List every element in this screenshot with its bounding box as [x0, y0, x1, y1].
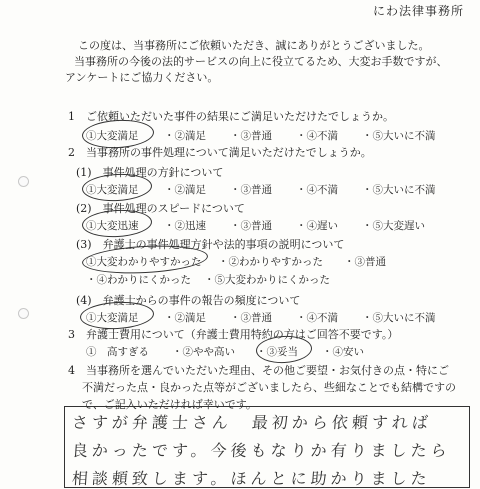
option[interactable]: ・⑤大いに不満 [362, 130, 436, 142]
question-4-line: で、ご記入いただければ幸いです。 [82, 398, 257, 411]
option[interactable]: ・②満足 [164, 184, 206, 196]
option[interactable]: ・②やや高い [172, 346, 235, 358]
option[interactable]: ・④不満 [296, 184, 338, 196]
option[interactable]: ・③普通 [230, 130, 272, 142]
firm-name: にわ法律事務所 [372, 4, 464, 18]
question-4-line: 4 当事務所を選んでいただいた理由、その他ご要望・お気付きの点・特にご [68, 364, 449, 377]
question-2-2: (2) 事件処理のスピードについて [76, 202, 245, 215]
question-3: 3 弁護士費用について（弁護士費用特約の方はご回答不要です。） [68, 328, 399, 341]
question-2: 2 当事務所の事件処理について満足いただけたでしょうか。 [68, 146, 372, 159]
option[interactable]: ・③普通 [230, 312, 272, 324]
option[interactable]: ・③普通 [344, 256, 386, 268]
option[interactable]: ①大変迅速 [86, 220, 139, 232]
option[interactable]: ・⑤大変遅い [362, 220, 425, 232]
handwritten-line: 良かったです。今後もなりか有りましたら [71, 441, 452, 460]
option[interactable]: ・③普通 [230, 220, 272, 232]
option[interactable]: ・⑤大変わかりにくかった [204, 274, 330, 286]
intro-text [65, 38, 448, 86]
option[interactable]: ・④不満 [296, 312, 338, 324]
option[interactable]: ・④遅い [296, 220, 338, 232]
binder-hole [18, 176, 29, 187]
intro-line: アンケートにご協力ください。 [65, 71, 219, 84]
option[interactable]: ・④わかりにくかった [86, 274, 191, 286]
option[interactable]: ① 高すぎる [86, 346, 149, 358]
intro-line: この度は、当事務所にご依頼いただき、誠にありがとうございました。 [78, 39, 430, 52]
option[interactable]: ①大変満足 [86, 312, 139, 324]
binder-hole [18, 308, 29, 319]
handwritten-line: さすが弁護士さん 最初から依頼すれば [71, 413, 433, 432]
option[interactable]: ①大変わかりやすかった [86, 256, 202, 268]
option[interactable]: ・③普通 [230, 184, 272, 196]
option[interactable]: ・③妥当 [256, 346, 298, 358]
intro-line: 当事務所の今後の法的サービスの向上に役立てるため、大変お手数ですが、 [74, 55, 448, 68]
question-4-line: 不満だった点・良かった点等がございましたら、些細なことでも結構ですの [82, 381, 456, 394]
handwritten-line: 相談頼致します。ほんとに助かりました [71, 469, 432, 488]
question-1: 1 ご依頼いただいた事件の結果にご満足いただけたでしょうか。 [68, 110, 394, 123]
option[interactable]: ・④不満 [296, 130, 338, 142]
option[interactable]: ・②迅速 [164, 220, 206, 232]
option[interactable]: ・④安い [322, 346, 364, 358]
option[interactable]: ・②満足 [164, 312, 206, 324]
question-2-3: (3) 弁護士の事件処理方針や法的事項の説明について [76, 238, 345, 251]
question-2-3-options-row2 [86, 272, 330, 287]
option[interactable]: ・⑤大いに不満 [362, 184, 436, 196]
option[interactable]: ①大変満足 [86, 184, 139, 196]
option[interactable]: ①大変満足 [86, 130, 139, 142]
option[interactable]: ・⑤大いに不満 [362, 312, 436, 324]
question-3-options [86, 344, 364, 359]
question-2-1: (1) 事件処理の方針について [76, 166, 224, 179]
option[interactable]: ・②満足 [164, 130, 206, 142]
option[interactable]: ・②わかりやすかった [218, 256, 323, 268]
question-2-4: (4) 弁護士からの事件の報告の頻度について [76, 294, 301, 307]
